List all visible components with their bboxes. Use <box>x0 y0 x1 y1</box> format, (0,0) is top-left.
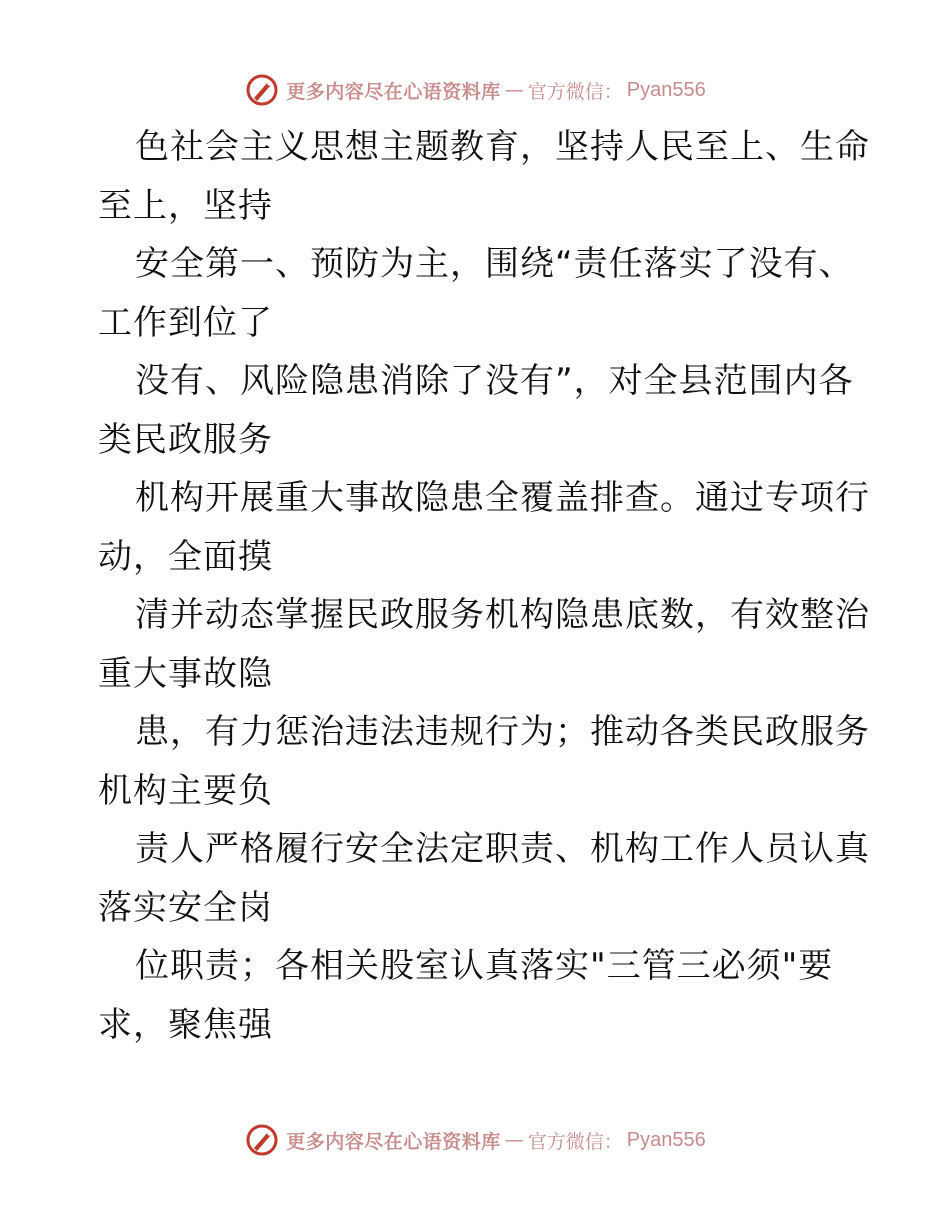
footer-watermark <box>0 1120 950 1160</box>
document-body <box>98 118 868 1054</box>
header-contact-id: Pyan556 <box>626 78 706 101</box>
text-line: 类民政服务 <box>98 419 273 460</box>
footer-contact-label: 官方微信： <box>527 1130 623 1153</box>
text-line: 机构主要负 <box>98 770 273 811</box>
footer-separator: — <box>504 1129 524 1151</box>
header-separator: — <box>504 79 524 101</box>
text-line: 工作到位了 <box>98 302 273 343</box>
pen-nib-logo-icon <box>244 72 280 108</box>
header-contact-label: 官方微信： <box>527 80 623 103</box>
text-line: 没有、风险隐患消除了没有”，对全县范围内各 <box>135 361 854 401</box>
text-line: 清并动态掌握民政服务机构隐患底数，有效整治 <box>135 595 870 635</box>
text-line: 安全第一、预防为主，围绕“责任落实了没有、 <box>135 244 854 284</box>
text-line: 至上，坚持 <box>98 185 273 226</box>
text-line: 责人严格履行安全法定职责、机构工作人员认真 <box>135 829 870 869</box>
pen-nib-logo-icon <box>244 1122 280 1158</box>
text-line: 色社会主义思想主题教育，坚持人民至上、生命 <box>135 127 870 167</box>
header-brand-text: 更多内容尽在心语资料库 <box>286 80 501 103</box>
text-line: 落实安全岗 <box>98 887 273 928</box>
footer-brand-text: 更多内容尽在心语资料库 <box>286 1130 501 1153</box>
text-line: 动，全面摸 <box>98 536 273 577</box>
footer-contact-id: Pyan556 <box>626 1128 706 1151</box>
header-watermark <box>0 70 950 110</box>
text-line: 重大事故隐 <box>98 653 273 694</box>
text-line: 求，聚焦强 <box>98 1004 273 1045</box>
text-line: 位职责；各相关股室认真落实"三管三必须"要 <box>135 946 834 986</box>
text-line: 机构开展重大事故隐患全覆盖排查。通过专项行 <box>135 478 870 518</box>
text-line: 患，有力惩治违法违规行为；推动各类民政服务 <box>135 712 870 752</box>
